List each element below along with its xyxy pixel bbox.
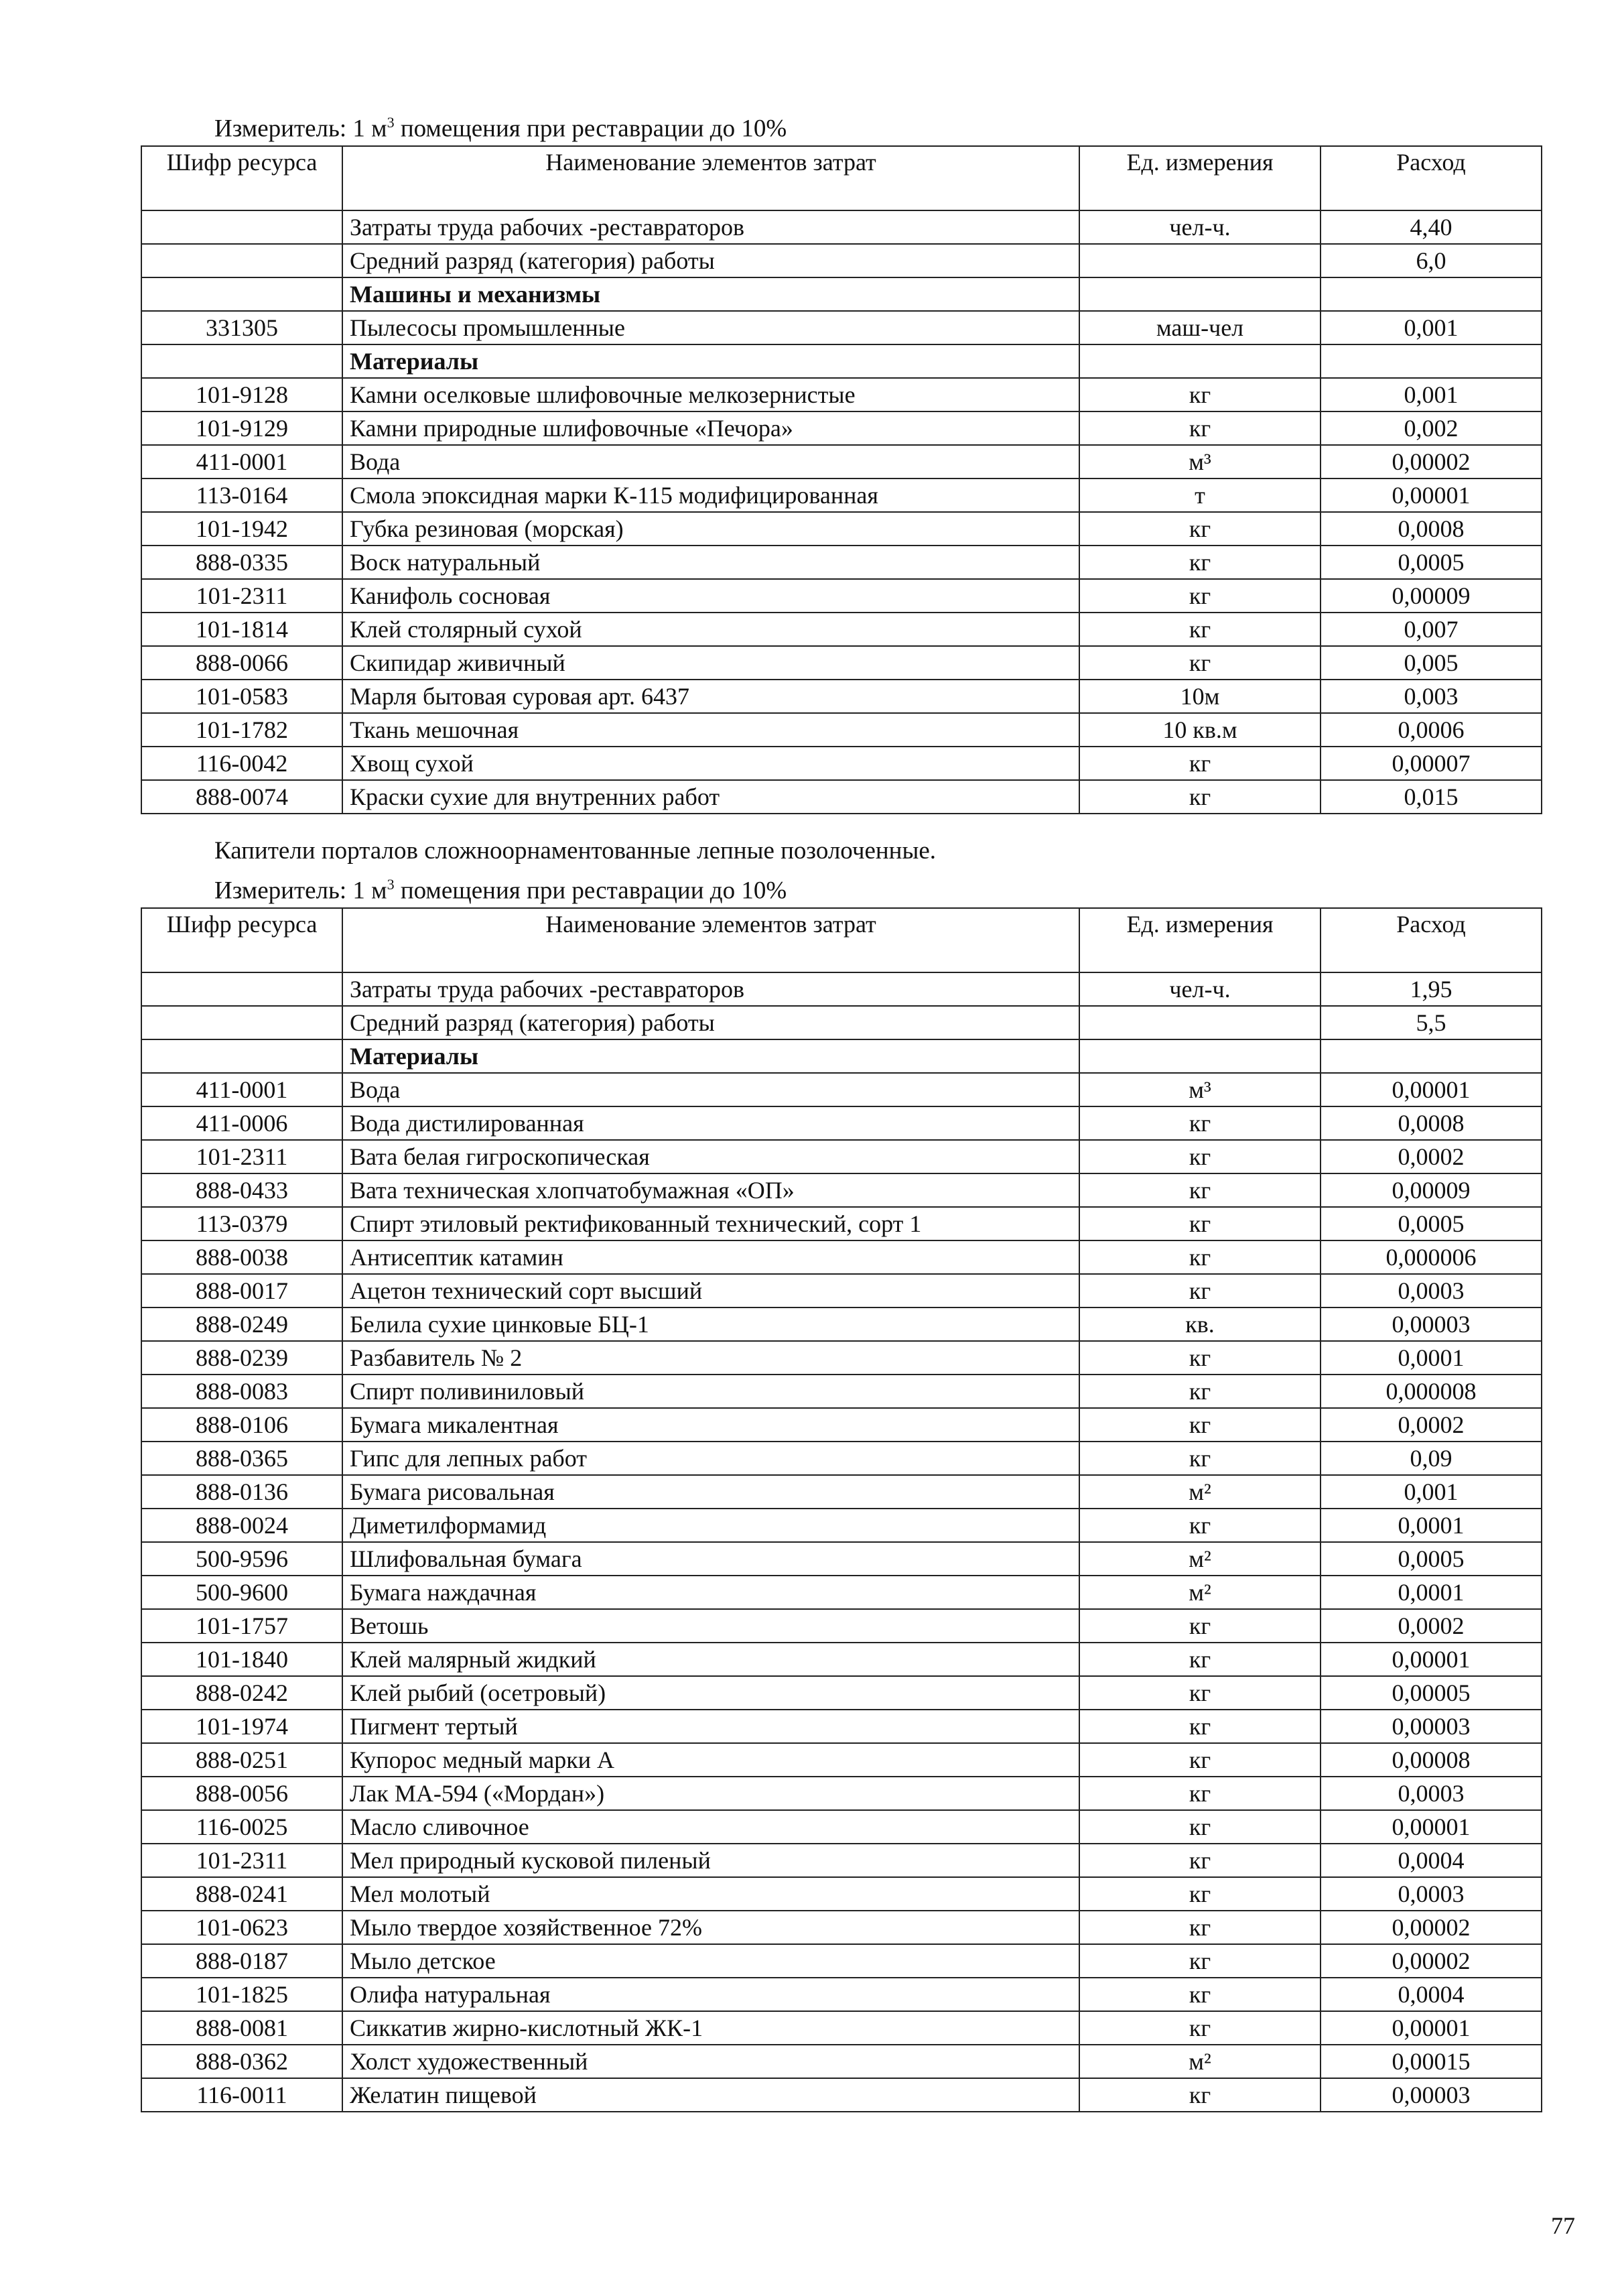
cell-value: 0,001: [1321, 311, 1542, 344]
table-row: [141, 210, 1542, 244]
table-row: [141, 445, 1542, 479]
cell-value: 0,015: [1321, 780, 1542, 814]
cell-code: [141, 1006, 342, 1039]
table-row: [141, 1944, 1542, 1978]
cell-unit: [1079, 344, 1321, 378]
table1-body: [141, 210, 1542, 814]
cell-code: 101-0583: [141, 680, 342, 713]
cell-code: 500-9596: [141, 1542, 342, 1576]
cell-unit: кг: [1079, 1676, 1321, 1710]
cell-value: 6,0: [1321, 244, 1542, 277]
cell-name: Клей столярный сухой: [342, 613, 1079, 646]
cell-name: Пылесосы промышленные: [342, 311, 1079, 344]
table-row: [141, 1676, 1542, 1710]
cell-name: Бумага рисовальная: [342, 1475, 1079, 1509]
table-row: [141, 780, 1542, 814]
table-row: [141, 2078, 1542, 2112]
cell-value: 0,001: [1321, 1475, 1542, 1509]
resource-table-2: [141, 907, 1542, 2112]
table-row: [141, 1877, 1542, 1911]
cell-code: 101-0623: [141, 1911, 342, 1944]
header-unit: Ед. измерения: [1079, 146, 1321, 210]
table-row: [141, 1207, 1542, 1240]
cell-code: 411-0001: [141, 1073, 342, 1106]
table-row: [141, 972, 1542, 1006]
cell-code: 101-1757: [141, 1609, 342, 1643]
header-code: Шифр ресурса: [141, 908, 342, 972]
table-row: [141, 747, 1542, 780]
cell-value: 0,0005: [1321, 1207, 1542, 1240]
cell-code: 888-0056: [141, 1777, 342, 1810]
table-row: [141, 1341, 1542, 1375]
cell-name: Канифоль сосновая: [342, 579, 1079, 613]
table-row: [141, 244, 1542, 277]
cell-code: 101-1782: [141, 713, 342, 747]
cell-value: 0,002: [1321, 411, 1542, 445]
cell-value: 0,00015: [1321, 2045, 1542, 2078]
table-row: [141, 1173, 1542, 1207]
cell-value: 0,00008: [1321, 1743, 1542, 1777]
cell-unit: кг: [1079, 1643, 1321, 1676]
cell-name: Воск натуральный: [342, 546, 1079, 579]
table-row: [141, 1810, 1542, 1844]
cell-unit: чел-ч.: [1079, 210, 1321, 244]
cell-code: 888-0136: [141, 1475, 342, 1509]
table2-body: [141, 972, 1542, 2112]
cell-unit: кг: [1079, 747, 1321, 780]
cell-value: 0,00003: [1321, 2078, 1542, 2112]
cell-name: Спирт этиловый ректификованный технический, сорт 1: [342, 1207, 1079, 1240]
cell-unit: кг: [1079, 1609, 1321, 1643]
table-row: [141, 512, 1542, 546]
cell-unit: м²: [1079, 1475, 1321, 1509]
cell-code: 888-0249: [141, 1308, 342, 1341]
cell-code: 888-0074: [141, 780, 342, 814]
cell-unit: [1079, 277, 1321, 311]
cell-unit: кв.: [1079, 1308, 1321, 1341]
cell-code: 888-0251: [141, 1743, 342, 1777]
table-row: [141, 1140, 1542, 1173]
cell-unit: [1079, 1039, 1321, 1073]
cell-value: 0,001: [1321, 378, 1542, 411]
cell-unit: кг: [1079, 1743, 1321, 1777]
cell-code: 331305: [141, 311, 342, 344]
table-row: [141, 2045, 1542, 2078]
cell-unit: кг: [1079, 546, 1321, 579]
cell-code: 116-0025: [141, 1810, 342, 1844]
cell-code: 888-0083: [141, 1375, 342, 1408]
table-row: [141, 1442, 1542, 1475]
cell-code: 888-0106: [141, 1408, 342, 1442]
cell-unit: кг: [1079, 512, 1321, 546]
cell-value: 0,00003: [1321, 1710, 1542, 1743]
cell-code: [141, 1039, 342, 1073]
cell-unit: 10 кв.м: [1079, 713, 1321, 747]
cell-name: Масло сливочное: [342, 1810, 1079, 1844]
cell-value: 0,00003: [1321, 1308, 1542, 1341]
cell-value: 5,5: [1321, 1006, 1542, 1039]
cell-value: 0,00001: [1321, 2011, 1542, 2045]
header-value: Расход: [1321, 908, 1542, 972]
cell-value: 0,0002: [1321, 1408, 1542, 1442]
cell-value: 0,0001: [1321, 1341, 1542, 1375]
cell-unit: кг: [1079, 1844, 1321, 1877]
cell-name: Гипс для лепных работ: [342, 1442, 1079, 1475]
table-row: [141, 1844, 1542, 1877]
cell-value: 0,00001: [1321, 1073, 1542, 1106]
cell-value: 0,005: [1321, 646, 1542, 680]
table-row: [141, 1308, 1542, 1341]
cell-name: Ацетон технический сорт высший: [342, 1274, 1079, 1308]
cell-unit: кг: [1079, 1207, 1321, 1240]
cell-value: 0,09: [1321, 1442, 1542, 1475]
cell-value: [1321, 1039, 1542, 1073]
table-row: [141, 1006, 1542, 1039]
cell-unit: кг: [1079, 1274, 1321, 1308]
cell-unit: кг: [1079, 1341, 1321, 1375]
cell-value: 0,007: [1321, 613, 1542, 646]
table-row: [141, 680, 1542, 713]
table-row: [141, 479, 1542, 512]
cell-value: 0,0005: [1321, 546, 1542, 579]
table-row: [141, 378, 1542, 411]
cell-name: Затраты труда рабочих -реставраторов: [342, 972, 1079, 1006]
cell-value: 0,00001: [1321, 1643, 1542, 1676]
section-row: [141, 277, 1542, 311]
cell-code: 116-0011: [141, 2078, 342, 2112]
cell-value: 0,0004: [1321, 1978, 1542, 2011]
cell-code: [141, 244, 342, 277]
cell-code: 101-9128: [141, 378, 342, 411]
cell-code: [141, 972, 342, 1006]
cell-name: Машины и механизмы: [342, 277, 1079, 311]
cell-unit: кг: [1079, 780, 1321, 814]
cell-code: [141, 277, 342, 311]
cell-unit: кг: [1079, 1240, 1321, 1274]
cell-unit: кг: [1079, 1140, 1321, 1173]
cell-code: 888-0038: [141, 1240, 342, 1274]
cell-unit: чел-ч.: [1079, 972, 1321, 1006]
cell-value: 0,000006: [1321, 1240, 1542, 1274]
cell-name: Бумага наждачная: [342, 1576, 1079, 1609]
table-header-row: [141, 146, 1542, 210]
cell-code: 888-0362: [141, 2045, 342, 2078]
cell-code: 116-0042: [141, 747, 342, 780]
cell-unit: кг: [1079, 646, 1321, 680]
cell-code: 101-2311: [141, 579, 342, 613]
cell-code: 888-0017: [141, 1274, 342, 1308]
resource-table-1: [141, 145, 1542, 814]
cell-code: 113-0164: [141, 479, 342, 512]
cell-name: Холст художественный: [342, 2045, 1079, 2078]
cell-value: 0,000008: [1321, 1375, 1542, 1408]
cell-unit: кг: [1079, 1911, 1321, 1944]
table-row: [141, 1978, 1542, 2011]
cell-value: 4,40: [1321, 210, 1542, 244]
cell-value: 0,00007: [1321, 747, 1542, 780]
header-name: Наименование элементов затрат: [342, 908, 1079, 972]
cell-code: 101-1974: [141, 1710, 342, 1743]
table-row: [141, 613, 1542, 646]
cell-name: Марля бытовая суровая арт. 6437: [342, 680, 1079, 713]
cell-unit: м²: [1079, 1576, 1321, 1609]
header-value: Расход: [1321, 146, 1542, 210]
cell-value: 0,0008: [1321, 1106, 1542, 1140]
cell-name: Затраты труда рабочих -реставраторов: [342, 210, 1079, 244]
cell-name: Купорос медный марки А: [342, 1743, 1079, 1777]
section-row: [141, 344, 1542, 378]
cell-unit: м²: [1079, 1542, 1321, 1576]
table-row: [141, 1106, 1542, 1140]
cell-code: 101-2311: [141, 1844, 342, 1877]
cell-value: 0,0003: [1321, 1877, 1542, 1911]
cell-unit: кг: [1079, 2078, 1321, 2112]
table-row: [141, 646, 1542, 680]
table-row: [141, 311, 1542, 344]
table-row: [141, 411, 1542, 445]
table1-measure: Измеритель: 1 $м^3$ помещения при реставрации до 10%: [214, 114, 787, 143]
cell-unit: кг: [1079, 1173, 1321, 1207]
cell-unit: т: [1079, 479, 1321, 512]
cell-name: Смола эпоксидная марки К-115 модифицированная: [342, 479, 1079, 512]
cell-name: Разбавитель № 2: [342, 1341, 1079, 1375]
cell-name: Желатин пищевой: [342, 2078, 1079, 2112]
cell-value: 0,003: [1321, 680, 1542, 713]
table1-block: [141, 106, 1541, 814]
table-row: [141, 1240, 1542, 1274]
cell-name: Мыло твердое хозяйственное 72%: [342, 1911, 1079, 1944]
cell-name: Клей малярный жидкий: [342, 1643, 1079, 1676]
cell-name: Средний разряд (категория) работы: [342, 244, 1079, 277]
table-row: [141, 1609, 1542, 1643]
cell-name: Диметилформамид: [342, 1509, 1079, 1542]
cell-value: 0,0002: [1321, 1609, 1542, 1643]
cell-name: Сиккатив жирно-кислотный ЖК-1: [342, 2011, 1079, 2045]
table-row: [141, 1408, 1542, 1442]
cell-name: Вода: [342, 1073, 1079, 1106]
cell-unit: кг: [1079, 1810, 1321, 1844]
table2-block: [141, 834, 1541, 2112]
table-row: [141, 1576, 1542, 1609]
cell-value: 0,0003: [1321, 1777, 1542, 1810]
cell-value: [1321, 344, 1542, 378]
cell-unit: кг: [1079, 1710, 1321, 1743]
cell-value: 0,00002: [1321, 1911, 1542, 1944]
cell-code: 113-0379: [141, 1207, 342, 1240]
table-row: [141, 1777, 1542, 1810]
cell-value: 1,95: [1321, 972, 1542, 1006]
cell-value: 0,00009: [1321, 1173, 1542, 1207]
cell-code: 101-1814: [141, 613, 342, 646]
cell-name: Вата техническая хлопчатобумажная «ОП»: [342, 1173, 1079, 1207]
cell-name: Мыло детское: [342, 1944, 1079, 1978]
cell-name: Материалы: [342, 1039, 1079, 1073]
cell-code: 101-9129: [141, 411, 342, 445]
cell-unit: кг: [1079, 1106, 1321, 1140]
page-number: 77: [1551, 2212, 1575, 2239]
cell-name: Камни оселковые шлифовочные мелкозернистые: [342, 378, 1079, 411]
table-header-row: [141, 908, 1542, 972]
cell-code: 500-9600: [141, 1576, 342, 1609]
cell-name: Спирт поливиниловый: [342, 1375, 1079, 1408]
cell-code: 101-2311: [141, 1140, 342, 1173]
cell-name: Мел молотый: [342, 1877, 1079, 1911]
cell-unit: кг: [1079, 1509, 1321, 1542]
cell-unit: м³: [1079, 445, 1321, 479]
cell-value: 0,0008: [1321, 512, 1542, 546]
cell-unit: кг: [1079, 411, 1321, 445]
cell-code: 888-0024: [141, 1509, 342, 1542]
cell-value: 0,00001: [1321, 1810, 1542, 1844]
cell-value: 0,00001: [1321, 479, 1542, 512]
cell-value: 0,00002: [1321, 1944, 1542, 1978]
cell-unit: м²: [1079, 2045, 1321, 2078]
cell-value: 0,00009: [1321, 579, 1542, 613]
cell-unit: кг: [1079, 378, 1321, 411]
cell-unit: кг: [1079, 1978, 1321, 2011]
cell-unit: [1079, 1006, 1321, 1039]
header-name: Наименование элементов затрат: [342, 146, 1079, 210]
table-row: [141, 1475, 1542, 1509]
cell-value: 0,0001: [1321, 1509, 1542, 1542]
cell-code: [141, 210, 342, 244]
cell-name: Материалы: [342, 344, 1079, 378]
cell-value: 0,00005: [1321, 1676, 1542, 1710]
cell-name: Краски сухие для внутренних работ: [342, 780, 1079, 814]
cell-code: 411-0006: [141, 1106, 342, 1140]
cell-name: Бумага микалентная: [342, 1408, 1079, 1442]
cell-code: 888-0239: [141, 1341, 342, 1375]
cell-value: 0,0002: [1321, 1140, 1542, 1173]
cell-unit: м³: [1079, 1073, 1321, 1106]
cell-unit: кг: [1079, 1442, 1321, 1475]
header-unit: Ед. измерения: [1079, 908, 1321, 972]
cell-name: Ветошь: [342, 1609, 1079, 1643]
cell-name: Пигмент тертый: [342, 1710, 1079, 1743]
header-code: Шифр ресурса: [141, 146, 342, 210]
cell-code: 888-0066: [141, 646, 342, 680]
table-row: [141, 1375, 1542, 1408]
cell-code: 888-0241: [141, 1877, 342, 1911]
table-row: [141, 546, 1542, 579]
cell-code: 888-0433: [141, 1173, 342, 1207]
cell-name: Клей рыбий (осетровый): [342, 1676, 1079, 1710]
cell-name: Вода: [342, 445, 1079, 479]
cell-unit: [1079, 244, 1321, 277]
table-row: [141, 713, 1542, 747]
cell-name: Вата белая гигроскопическая: [342, 1140, 1079, 1173]
cell-code: 888-0242: [141, 1676, 342, 1710]
cell-name: Мел природный кусковой пиленый: [342, 1844, 1079, 1877]
cell-code: 888-0187: [141, 1944, 342, 1978]
table-row: [141, 2011, 1542, 2045]
cell-value: [1321, 277, 1542, 311]
cell-unit: кг: [1079, 1375, 1321, 1408]
cell-name: Вода дистилированная: [342, 1106, 1079, 1140]
cell-value: 0,0003: [1321, 1274, 1542, 1308]
table-row: [141, 579, 1542, 613]
section-row: [141, 1039, 1542, 1073]
cell-name: Скипидар живичный: [342, 646, 1079, 680]
cell-code: 411-0001: [141, 445, 342, 479]
table-row: [141, 1274, 1542, 1308]
table-row: [141, 1643, 1542, 1676]
table-row: [141, 1542, 1542, 1576]
cell-value: 0,0006: [1321, 713, 1542, 747]
cell-unit: кг: [1079, 579, 1321, 613]
cell-unit: кг: [1079, 2011, 1321, 2045]
cell-name: Камни природные шлифовочные «Печора»: [342, 411, 1079, 445]
cell-name: Олифа натуральная: [342, 1978, 1079, 2011]
cell-unit: маш-чел: [1079, 311, 1321, 344]
cell-code: [141, 344, 342, 378]
cell-name: Белила сухие цинковые БЦ-1: [342, 1308, 1079, 1341]
table-row: [141, 1073, 1542, 1106]
table-row: [141, 1911, 1542, 1944]
table2-measure: Измеритель: 1 $м^3$ помещения при реставрации до 10%: [214, 876, 787, 905]
cell-unit: кг: [1079, 613, 1321, 646]
table-row: [141, 1710, 1542, 1743]
cell-unit: кг: [1079, 1777, 1321, 1810]
cell-code: 888-0335: [141, 546, 342, 579]
table-row: [141, 1743, 1542, 1777]
cell-name: Хвощ сухой: [342, 747, 1079, 780]
cell-unit: кг: [1079, 1408, 1321, 1442]
cell-name: Губка резиновая (морская): [342, 512, 1079, 546]
cell-code: 888-0365: [141, 1442, 342, 1475]
cell-value: 0,00002: [1321, 445, 1542, 479]
cell-unit: 10м: [1079, 680, 1321, 713]
cell-code: 888-0081: [141, 2011, 342, 2045]
cell-name: Ткань мешочная: [342, 713, 1079, 747]
cell-unit: кг: [1079, 1944, 1321, 1978]
cell-value: 0,0004: [1321, 1844, 1542, 1877]
cell-value: 0,0001: [1321, 1576, 1542, 1609]
cell-code: 101-1825: [141, 1978, 342, 2011]
cell-name: Шлифовальная бумага: [342, 1542, 1079, 1576]
cell-name: Антисептик катамин: [342, 1240, 1079, 1274]
table2-title: Капители порталов сложноорнаментованные лепные позолоченные.: [214, 837, 937, 865]
cell-code: 101-1942: [141, 512, 342, 546]
cell-code: 101-1840: [141, 1643, 342, 1676]
cell-unit: кг: [1079, 1877, 1321, 1911]
table-row: [141, 1509, 1542, 1542]
cell-name: Средний разряд (категория) работы: [342, 1006, 1079, 1039]
cell-name: Лак МА-594 («Мордан»): [342, 1777, 1079, 1810]
cell-value: 0,0005: [1321, 1542, 1542, 1576]
